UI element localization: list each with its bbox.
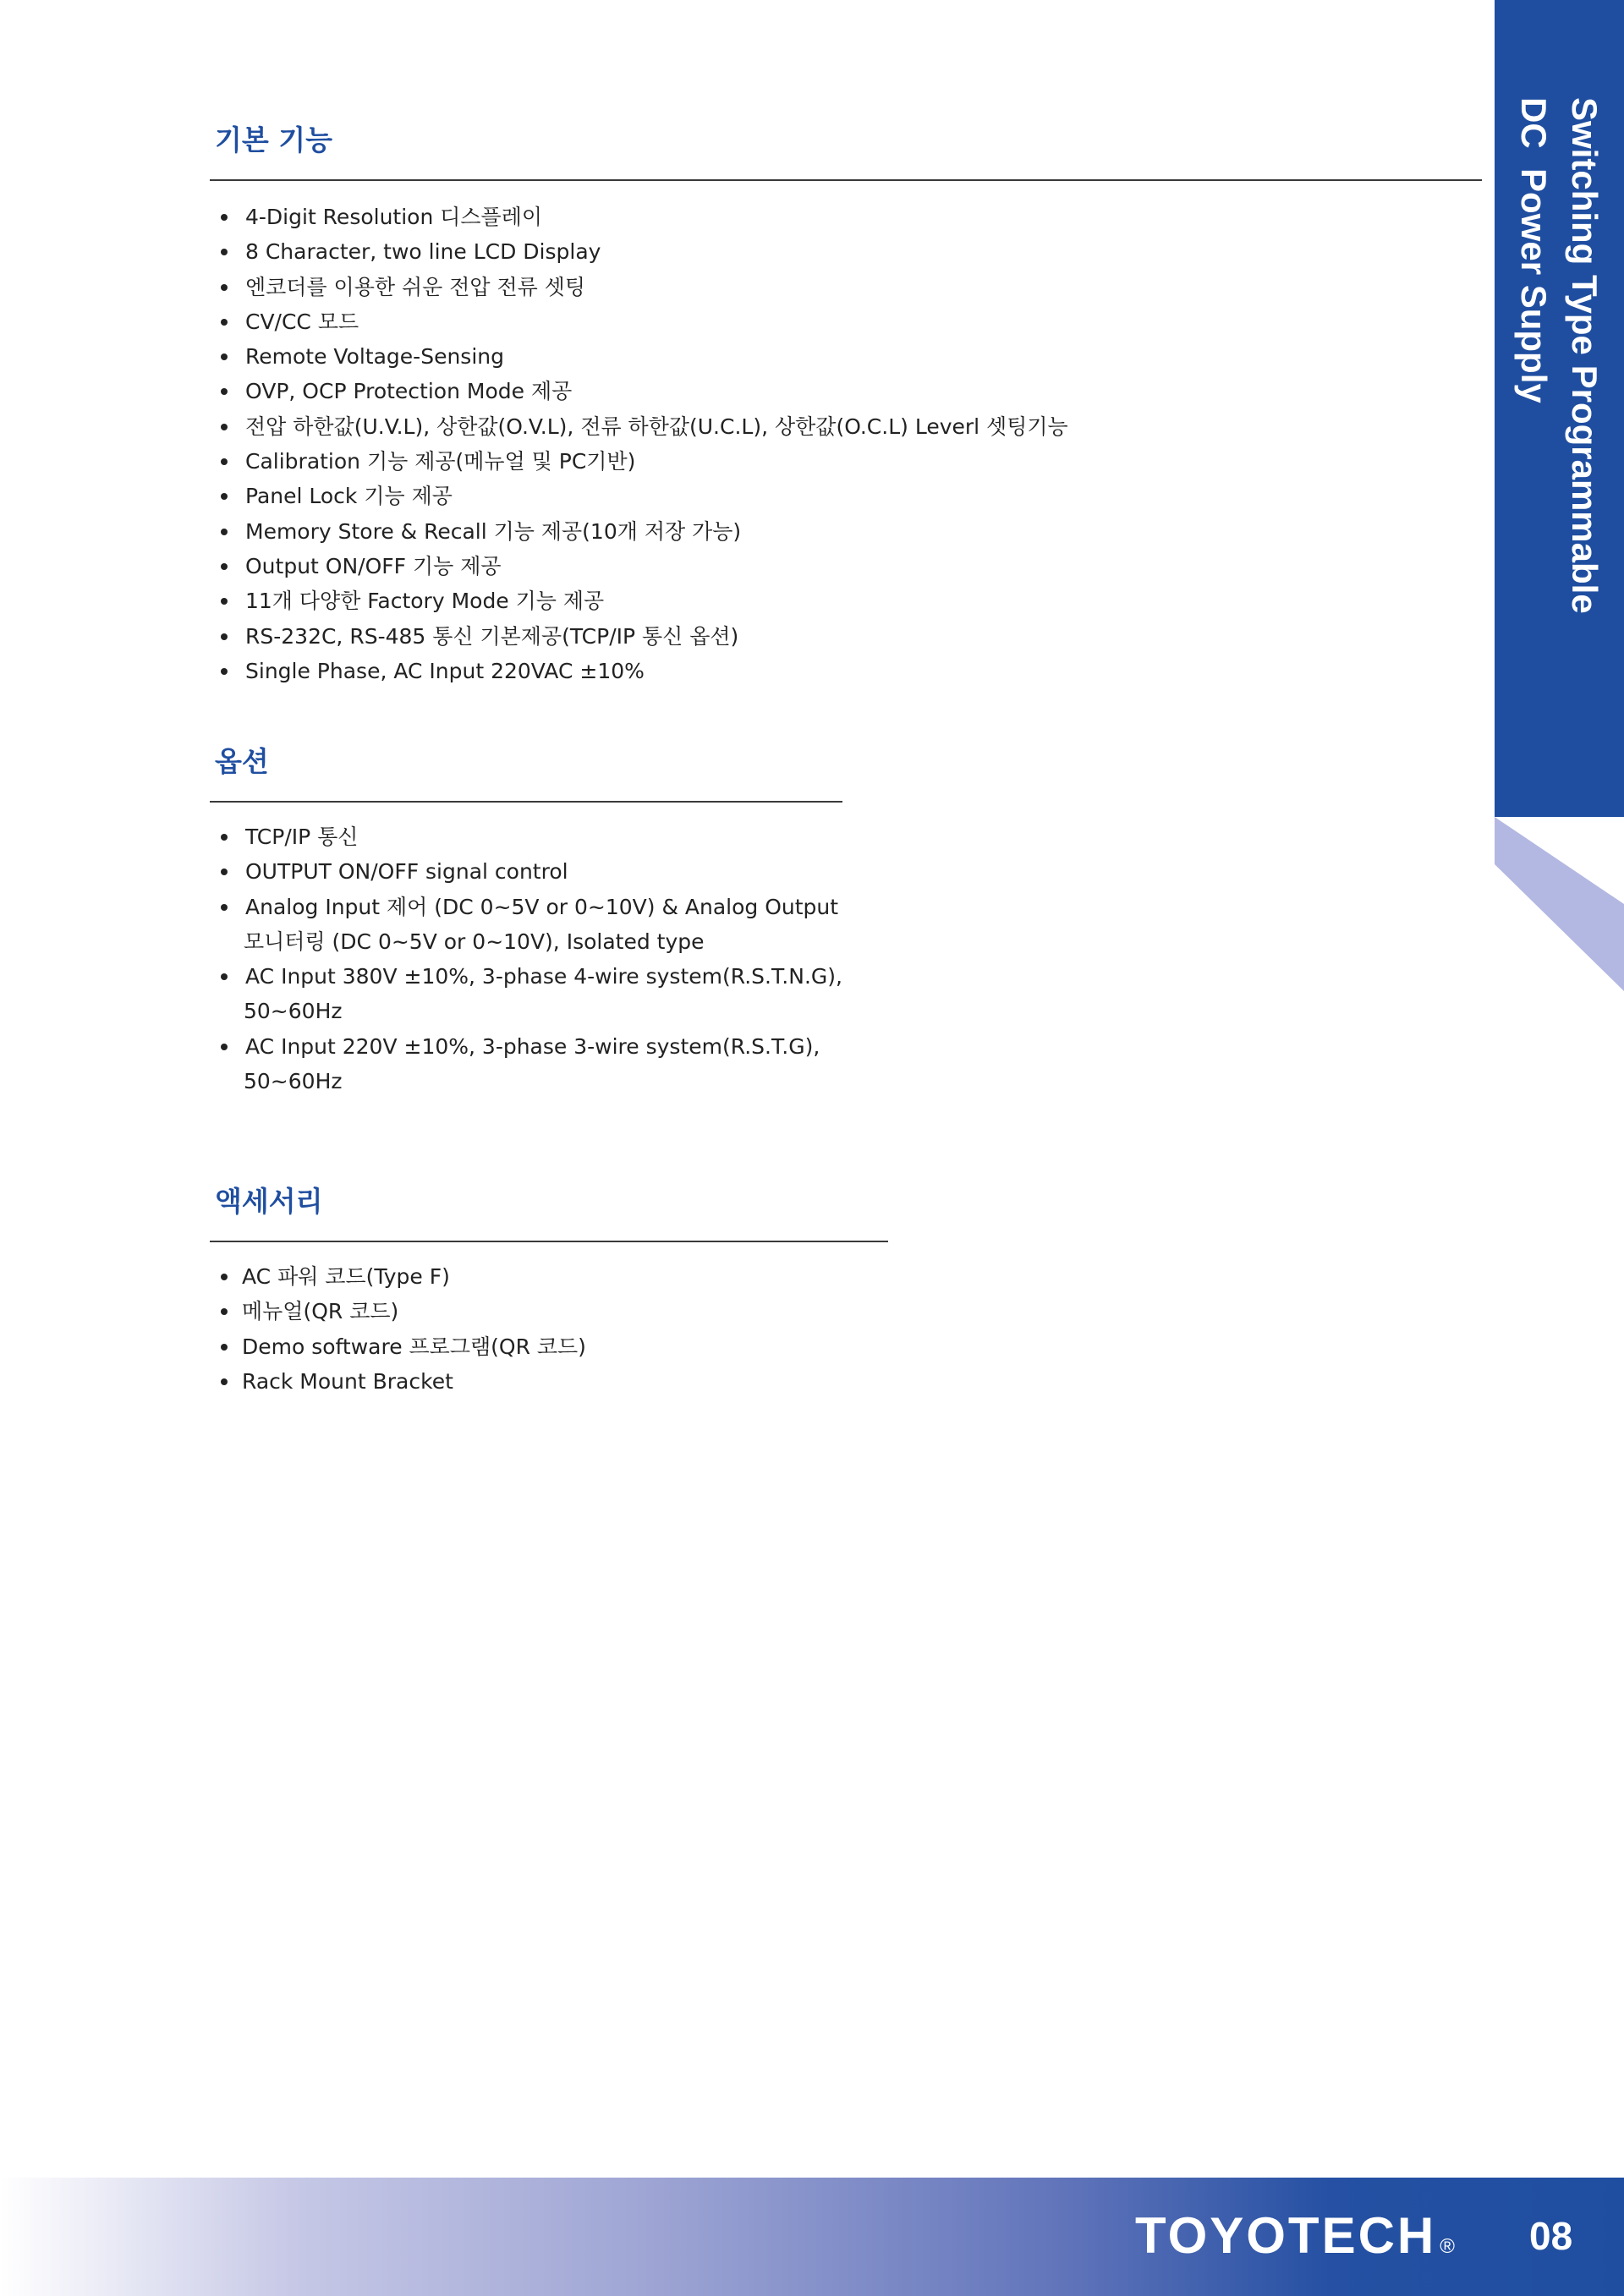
list-item-continuation: 모니터링 (DC 0~5V or 0~10V), Isolated type: [244, 929, 705, 954]
list-item: 11개 다양한 Factory Mode 기능 제공: [210, 584, 1482, 618]
option-list: [210, 819, 842, 1099]
list-item: 메뉴얼(QR 코드): [210, 1294, 888, 1329]
list-item: CV/CC 모드: [210, 304, 1482, 339]
list-item: OVP, OCP Protection Mode 제공: [210, 374, 1482, 408]
section-title: 액세서리: [215, 1185, 323, 1218]
page-number: 08: [1529, 2214, 1573, 2258]
list-item: Remote Voltage-Sensing: [210, 339, 1482, 374]
list-item: OUTPUT ON/OFF signal control: [210, 854, 842, 889]
list-item: Panel Lock 기능 제공: [210, 479, 1482, 513]
accessory-list: [210, 1259, 888, 1399]
list-item-continuation: 50~60Hz: [244, 1069, 343, 1094]
list-item: AC 파워 코드(Type F): [210, 1259, 888, 1294]
brand-name: TOYOTECH: [1135, 2207, 1437, 2264]
section-divider: [210, 1241, 888, 1242]
list-item: 4-Digit Resolution 디스플레이: [210, 200, 1482, 234]
list-item: 전압 하한값(U.V.L), 상한값(O.V.L), 전류 하한값(U.C.L), 상한값(O.C.L) Leverl 셋팅기능: [210, 409, 1482, 444]
list-item: Analog Input 제어 (DC 0~5V or 0~10V) & Analog Output: [210, 890, 842, 924]
section-accessories: [210, 1185, 888, 1399]
list-item-continuation: 50~60Hz: [244, 999, 343, 1024]
list-item: TCP/IP 통신: [210, 819, 842, 854]
sidebar-title-line2: DC Power Supply: [1514, 97, 1554, 403]
list-item: Memory Store & Recall 기능 제공(10개 저장 가능): [210, 514, 1482, 549]
section-divider: [210, 801, 842, 803]
list-item: Calibration 기능 제공(메뉴얼 및 PC기반): [210, 444, 1482, 479]
sidebar-accent-shape: [1495, 817, 1624, 991]
sidebar-title-line1: Switching Type Programmable: [1565, 97, 1605, 614]
list-item: Output ON/OFF 기능 제공: [210, 549, 1482, 584]
list-item: 엔코더를 이용한 쉬운 전압 전류 셋팅: [210, 270, 1482, 304]
registered-mark: ®: [1440, 2235, 1455, 2258]
list-item: Demo software 프로그램(QR 코드): [210, 1329, 888, 1364]
list-item: AC Input 220V ±10%, 3-phase 3-wire system(R.S.T.G),: [210, 1029, 842, 1064]
brand-logo: [1135, 2202, 1455, 2270]
list-item: AC Input 380V ±10%, 3-phase 4-wire system(R.S.T.N.G),: [210, 959, 842, 994]
feature-list: [210, 200, 1482, 688]
sidebar-title: [1508, 97, 1610, 614]
section-title: 기본 기능: [215, 123, 333, 156]
section-basic-features: [210, 123, 1482, 688]
section-title: 옵션: [215, 745, 269, 778]
list-item: Rack Mount Bracket: [210, 1364, 888, 1399]
list-item: RS-232C, RS-485 통신 기본제공(TCP/IP 통신 옵션): [210, 619, 1482, 654]
section-options: [210, 745, 842, 1099]
list-item: 8 Character, two line LCD Display: [210, 234, 1482, 269]
list-item: Single Phase, AC Input 220VAC ±10%: [210, 654, 1482, 688]
section-divider: [210, 179, 1482, 181]
